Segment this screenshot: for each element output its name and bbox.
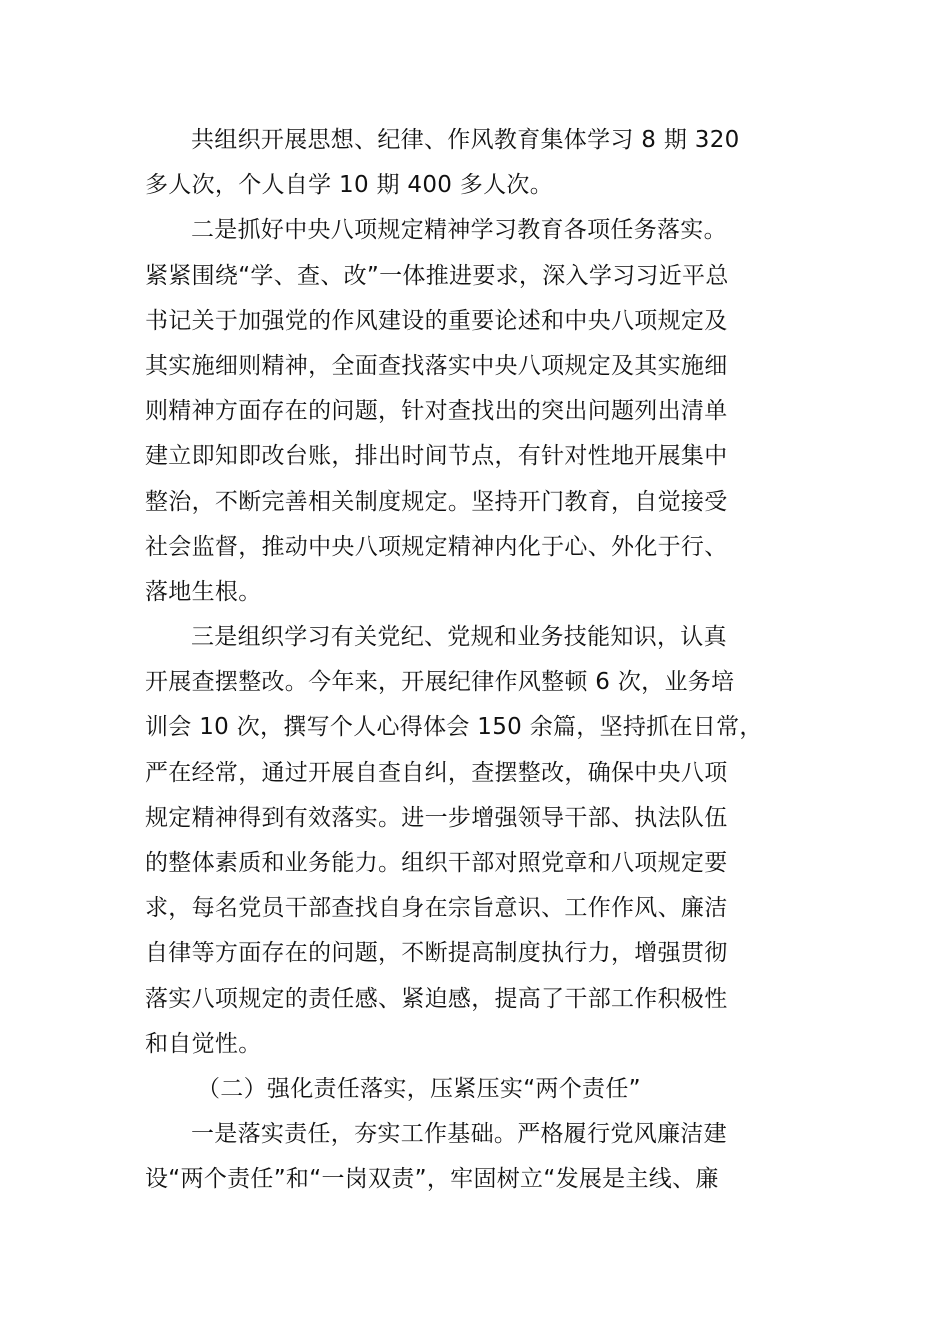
text-line: 和自觉性。 — [145, 1030, 262, 1057]
text-line: 其实施细则精神，全面查找落实中央八项规定及其实施细 — [145, 352, 728, 379]
text-line: 自律等方面存在的问题，不断提高制度执行力，增强贯彻 — [145, 940, 728, 967]
text-line: 规定精神得到有效落实。进一步增强领导干部、执法队伍 — [145, 804, 728, 831]
text-line: 共组织开展思想、纪律、作风教育集体学习 8 期 320 — [191, 127, 740, 153]
text-line: 严在经常，通过开展自查自纠，查摆整改，确保中央八项 — [145, 759, 728, 786]
text-line: 整治，不断完善相关制度规定。坚持开门教育，自觉接受 — [145, 488, 728, 515]
text-line: 求，每名党员干部查找自身在宗旨意识、工作作风、廉洁 — [145, 895, 728, 922]
text-line: 建立即知即改台账，排出时间节点，有针对性地开展集中 — [145, 443, 728, 470]
text-line: 落地生根。 — [145, 578, 262, 605]
text-line: 书记关于加强党的作风建设的重要论述和中央八项规定及 — [145, 307, 728, 334]
text-line: 社会监督，推动中央八项规定精神内化于心、外化于行、 — [145, 533, 728, 560]
text-line: 则精神方面存在的问题，针对查找出的突出问题列出清单 — [145, 398, 728, 425]
text-line: 二是抓好中央八项规定精神学习教育各项任务落实。 — [191, 217, 727, 244]
text-line: 训会 10 次，撰写个人心得体会 150 余篇，坚持抓在日常， — [145, 714, 763, 741]
text-line: 开展查摆整改。今年来，开展纪律作风整顿 6 次，业务培 — [145, 669, 735, 696]
text-line: 的整体素质和业务能力。组织干部对照党章和八项规定要 — [145, 850, 728, 876]
section-heading: （二）强化责任落实，压紧压实“两个责任” — [197, 1075, 641, 1102]
text-line: 多人次，个人自学 10 期 400 多人次。 — [145, 172, 554, 199]
body-text — [145, 118, 835, 1203]
text-line: 紧紧围绕“学、查、改”一体推进要求，深入学习习近平总 — [145, 262, 729, 289]
text-line: 设“两个责任”和“一岗双责”，牢固树立“发展是主线、廉 — [145, 1166, 719, 1193]
text-line: 落实八项规定的责任感、紧迫感，提高了干部工作积极性 — [145, 985, 728, 1012]
text-line: 三是组织学习有关党纪、党规和业务技能知识，认真 — [191, 624, 727, 651]
text-line: 一是落实责任，夯实工作基础。严格履行党风廉洁建 — [191, 1121, 727, 1148]
